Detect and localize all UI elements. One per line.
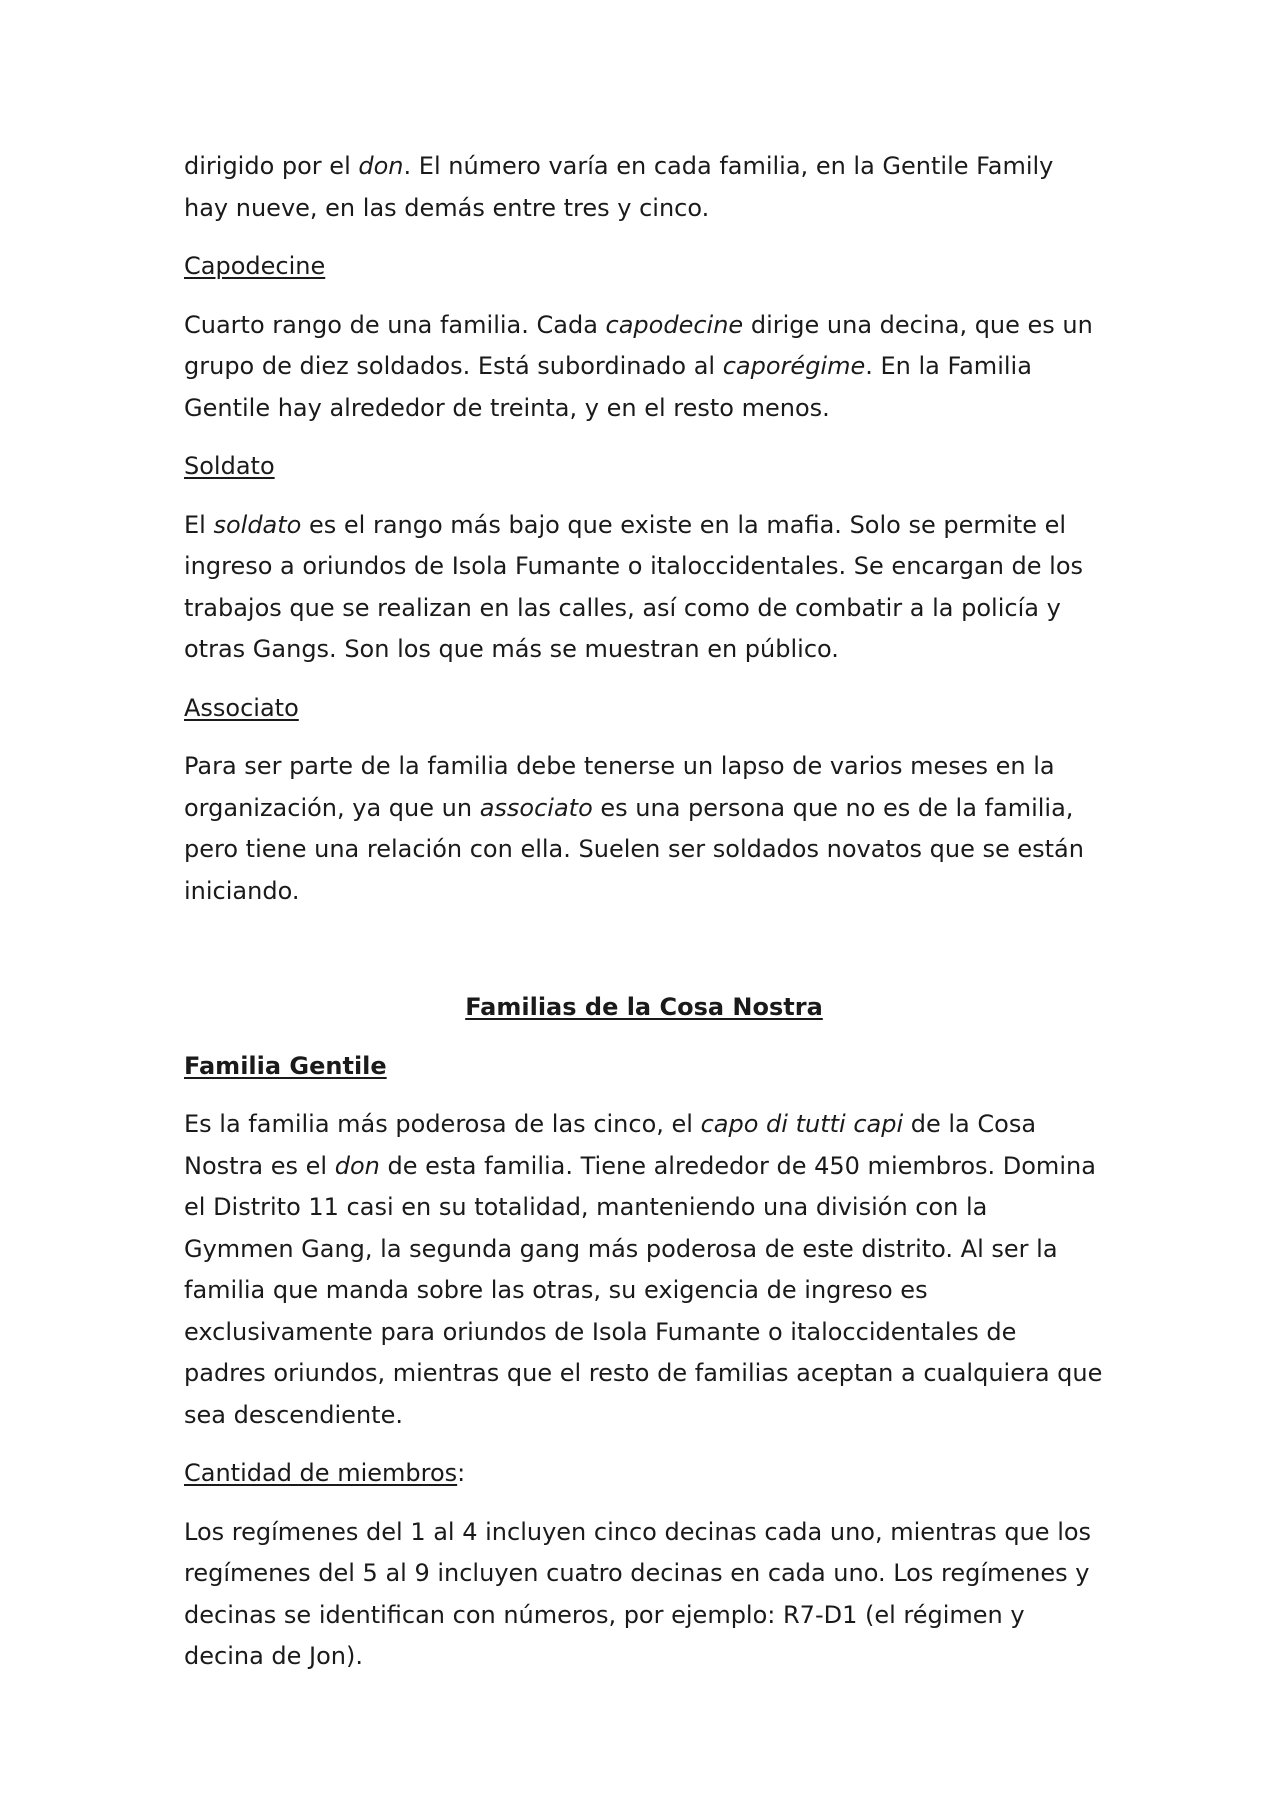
paragraph-intro (184, 146, 1104, 229)
heading-associato: Associato (184, 693, 299, 722)
heading-capodecine: Capodecine (184, 252, 326, 280)
text-run: de la Cosa Nostra es el (184, 1110, 1037, 1180)
heading-soldato: Soldato (184, 452, 275, 480)
paragraph-familia-gentile (184, 1104, 1104, 1436)
text-run: Para ser parte de la familia debe tenerse un lapso de varios meses en la organización, ya que un (184, 752, 1055, 822)
text-run: dirige una decina, que es un grupo de diez soldados. Está subordinado al (184, 310, 1093, 380)
text-run: El (184, 510, 214, 539)
paragraph-soldato (184, 505, 1104, 671)
text-run: Cuarto rango de una familia. Cada (184, 310, 606, 339)
italic-term: soldato (213, 510, 302, 539)
section-title-text: Familias de la Cosa Nostra (465, 993, 823, 1021)
italic-term: capo di tutti capi (700, 1110, 904, 1138)
document-page (184, 146, 1104, 1695)
text-run: . El número varía en cada familia, en la Gentile Family hay nueve, en las demás entre tres y cinco. (184, 152, 1054, 222)
italic-term: associato (479, 793, 593, 822)
section-title (184, 987, 1104, 1029)
text-run: dirigido por el (184, 152, 359, 180)
italic-term: caporégime (722, 352, 866, 380)
paragraph-cantidad-miembros: Los regímenes del 1 al 4 incluyen cinco decinas cada uno, mientras que los regímenes del 5 al 9 incluyen cuatro decinas en cada uno. Los regímenes y decinas se identifican con números, por ejemplo: R7-D1 (el régimen y decina de Jon). (184, 1517, 1092, 1670)
heading-cantidad-miembros: Cantidad de miembros (184, 1459, 458, 1487)
italic-term: don (358, 152, 404, 180)
heading-colon: : (457, 1459, 466, 1487)
heading-cantidad-miembros-line (184, 1453, 1104, 1495)
section-spacer (184, 929, 1104, 987)
text-run: es una persona que no es de la familia, pero tiene una relación con ella. Suelen ser soldados novatos que se están iniciando. (184, 793, 1084, 905)
paragraph-associato (184, 746, 1104, 912)
text-run: es el rango más bajo que existe en la mafia. Solo se permite el ingreso a oriundos de Isola Fumante o italoccidentales. Se encargan de los trabajos que se realizan en las calles, así como de combatir a la policía y otras Gangs. Son los que más se muestran en público. (184, 510, 1084, 663)
text-run: . En la Familia Gentile hay alrededor de treinta, y en el resto menos. (184, 352, 1032, 422)
italic-term: don (334, 1151, 380, 1180)
heading-familia-gentile: Familia Gentile (184, 1051, 387, 1080)
italic-term: capodecine (605, 310, 744, 339)
text-run: de esta familia. Tiene alrededor de 450 miembros. Domina el Distrito 11 casi en su totalidad, manteniendo una división con la Gymmen Gang, la segunda gang más poderosa de este distrito. Al ser la familia que manda sobre las otras, su exigencia de ingreso es exclusivamente para oriundos de Isola Fumante o italoccidentales de padres oriundos, mientras que el resto de familias aceptan a cualquiera que sea descendiente. (184, 1151, 1103, 1429)
paragraph-capodecine (184, 305, 1104, 430)
text-run: Es la familia más poderosa de las cinco, el (184, 1110, 701, 1138)
